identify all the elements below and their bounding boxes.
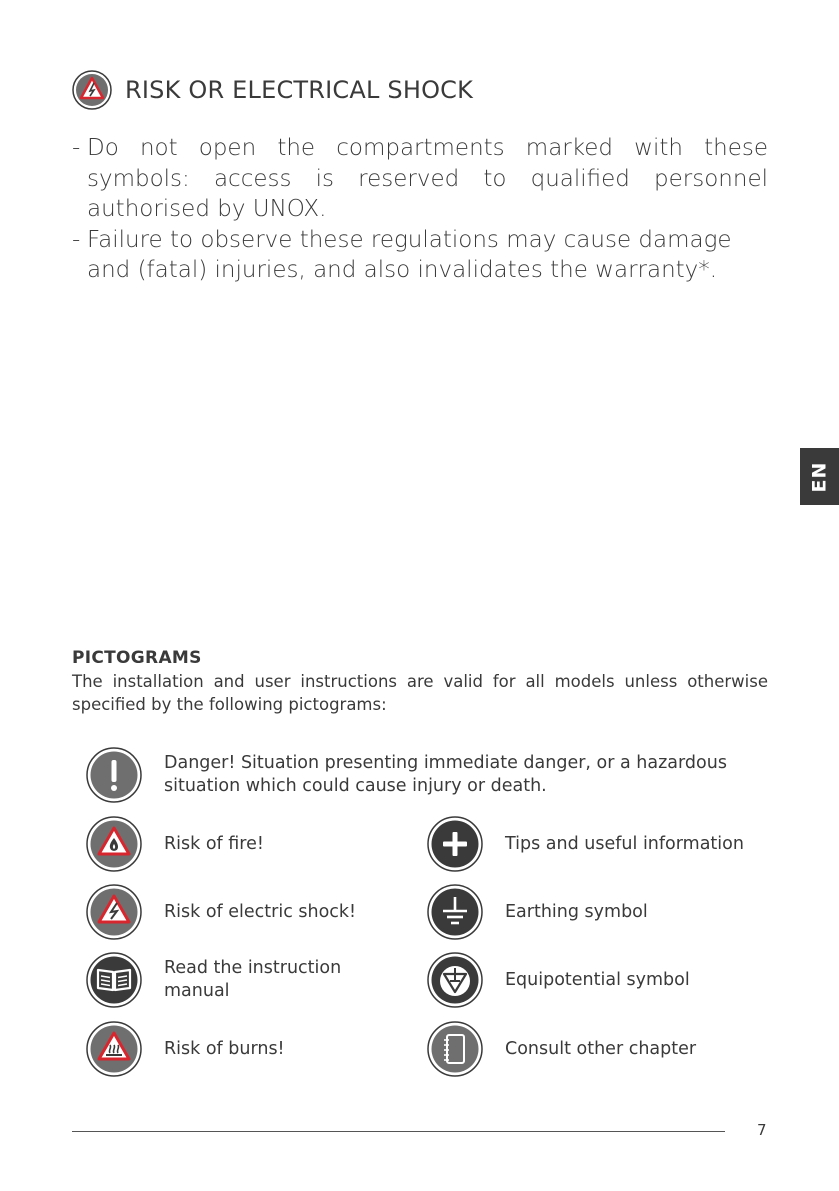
equipotential-icon bbox=[427, 952, 483, 1008]
language-tab: EN bbox=[800, 448, 839, 505]
pictogram-label: Earthing symbol bbox=[505, 901, 648, 922]
book-icon bbox=[86, 952, 142, 1008]
electric-shock-warning-icon bbox=[86, 884, 142, 940]
pictogram-consult-chapter bbox=[427, 1021, 767, 1077]
burn-warning-icon bbox=[86, 1021, 142, 1077]
notebook-icon bbox=[427, 1021, 483, 1077]
earthing-icon bbox=[427, 884, 483, 940]
pictogram-label: Equipotential symbol bbox=[505, 969, 690, 990]
pictogram-label: Consult other chapter bbox=[505, 1038, 697, 1059]
pictogram-danger bbox=[86, 747, 766, 803]
warning-list bbox=[72, 133, 768, 286]
list-item: - Failure to observe these regulations may cause damage and (fatal) injuries, and also invalidates the warranty*. bbox=[72, 226, 732, 283]
exclamation-icon bbox=[86, 747, 142, 803]
pictogram-electric-shock bbox=[86, 884, 406, 940]
pictogram-label: Risk of electric shock! bbox=[164, 901, 357, 922]
page-number: 7 bbox=[757, 1121, 767, 1139]
pictogram-fire bbox=[86, 816, 406, 872]
pictogram-label: Danger! Situation presenting immediate danger, or a hazardous situation which could cause injury or death. bbox=[164, 753, 727, 796]
electric-shock-warning-icon bbox=[72, 70, 112, 110]
pictogram-tips bbox=[427, 816, 767, 872]
section-header bbox=[72, 70, 473, 110]
pictogram-label: Read the instruction manual bbox=[164, 958, 342, 1001]
plus-icon bbox=[427, 816, 483, 872]
pictogram-burns bbox=[86, 1021, 406, 1077]
pictogram-earthing bbox=[427, 884, 767, 940]
pictogram-label: Tips and useful information bbox=[505, 833, 744, 854]
section-title: RISK OR ELECTRICAL SHOCK bbox=[125, 76, 474, 104]
footer-divider bbox=[72, 1131, 725, 1132]
pictograms-heading: PICTOGRAMS bbox=[72, 648, 202, 668]
pictograms-intro: The installation and user instructions are valid for all models unless otherwise specified by the following pictograms: bbox=[72, 672, 768, 714]
fire-warning-icon bbox=[86, 816, 142, 872]
pictogram-label: Risk of fire! bbox=[164, 833, 264, 854]
pictogram-read-manual bbox=[86, 952, 406, 1008]
list-item: - Do not open the compartments marked with these symbols: access is reserved to qualified personnel authorised by UNOX. bbox=[72, 135, 768, 222]
pictogram-label: Risk of burns! bbox=[164, 1038, 285, 1059]
pictogram-equipotential bbox=[427, 952, 767, 1008]
